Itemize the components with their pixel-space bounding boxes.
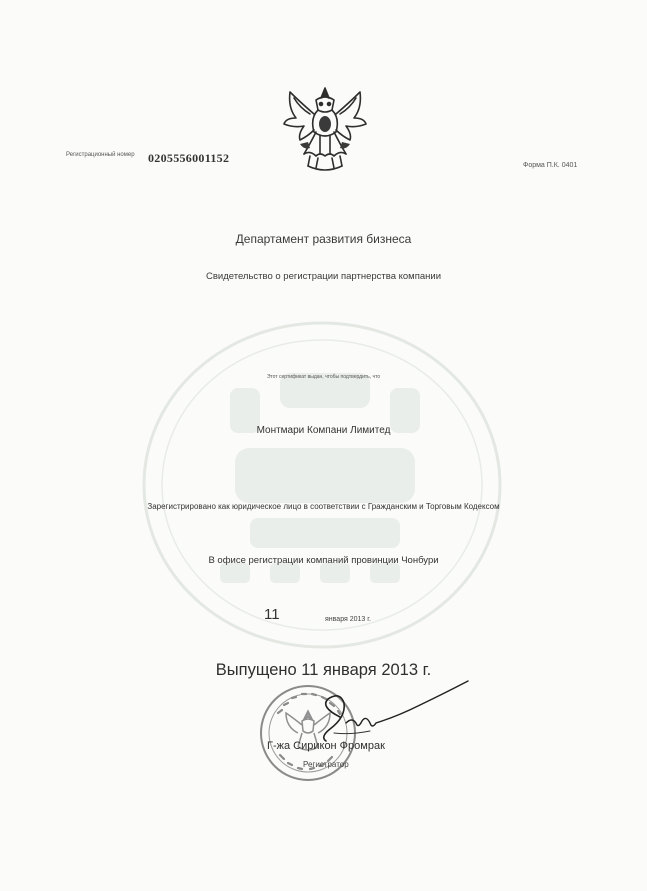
certificate-title: Свидетельство о регистрации партнерства компании [205, 271, 441, 282]
registration-office: В офисе регистрации компаний провинции Чонбури [208, 555, 439, 566]
certifies-that-text: Этот сертификат выдан, чтобы подтвердить, что [266, 374, 381, 380]
registration-day: 11 [264, 606, 280, 623]
registered-statement: Зарегистрировано как юридическое лицо в соответствии с Гражданским и Торговым Кодексом [147, 502, 500, 511]
garuda-emblem-icon [280, 84, 370, 176]
company-name: Монтмари Компани Лимитед [256, 425, 391, 436]
registration-month-year: января 2013 г. [325, 616, 371, 623]
registration-number-label: Регистрационный номер [66, 152, 135, 158]
watermark-seal-icon [140, 318, 505, 653]
issued-date: Выпущено 11 января 2013 г. [215, 661, 432, 679]
registration-number: 0205556001152 [148, 151, 230, 165]
registrar-title: Регистратор [303, 760, 349, 769]
department-title: Департамент развития бизнеса [235, 232, 412, 246]
form-id: Форма П.К. 0401 [523, 162, 578, 169]
registrar-name: Г-жа Сирикон Фромрак [267, 740, 385, 752]
